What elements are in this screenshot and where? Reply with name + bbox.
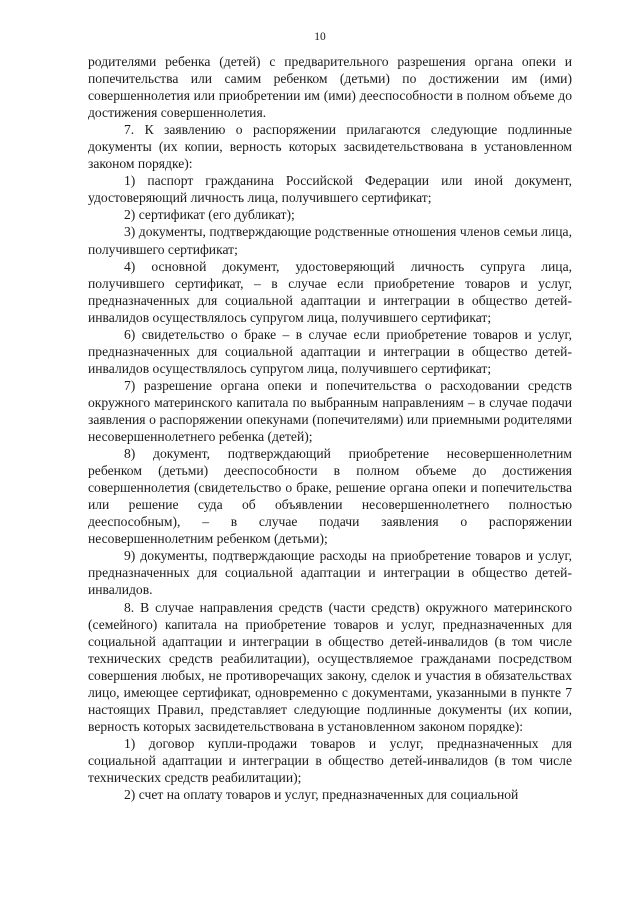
list-item-invoice: 2) счет на оплату товаров и услуг, предназначенных для социальной xyxy=(124,787,519,803)
section-7-intro: 7. К заявлению о распоряжении прилагаются следующие подлинные документы (их копии, верность которых засвидетельствована в установленном законом порядке): xyxy=(88,122,572,172)
paragraph-continuation: родителями ребенка (детей) с предварительного разрешения органа опеки и попечительства или самим ребенком (детьми) по достижении им (ими) совершеннолетия или приобретении им (ими) дееспособности в полном объеме до достижения совершеннолетия. xyxy=(88,54,572,121)
page-number: 10 xyxy=(314,31,326,43)
list-item-purchase-contract: 1) договор купли-продажи товаров и услуг, предназначенных для социальной адаптации и интеграции в общество детей-инвалидов (в том числе технических средств реабилитации); xyxy=(88,735,572,785)
list-item-expense-documents: 9) документы, подтверждающие расходы на приобретение товаров и услуг, предназначенных для социальной адаптации и интеграции в общество детей-инвалидов. xyxy=(88,548,572,598)
list-item-passport: 1) паспорт гражданина Российской Федерации или иной документ, удостоверяющий личность лица, получившего сертификат; xyxy=(88,173,572,206)
list-item-certificate: 2) сертификат (его дубликат); xyxy=(124,207,295,223)
list-item-kinship-documents: 3) документы, подтверждающие родственные отношения членов семьи лица, получившего сертификат; xyxy=(88,224,572,257)
list-item-guardianship-permission: 7) разрешение органа опеки и попечительства о расходовании средств окружного материнского капитала по выбранным направлениям – в случае подачи заявления о распоряжении опекунами (попечителями) или приемными родителями несовершеннолетнего ребенка (детей); xyxy=(88,377,572,445)
list-item-marriage-certificate: 6) свидетельство о браке – в случае если приобретение товаров и услуг, предназначенных для социальной адаптации и интеграции в общество детей-инвалидов осуществлялось супругом лица, получившего сертификат; xyxy=(88,326,572,376)
list-item-spouse-id: 4) основной документ, удостоверяющий личность супруга лица, получившего сертификат, – в случае если приобретение товаров и услуг, предназначенных для социальной адаптации и интеграции в общество детей-инвалидов осуществлялось супругом лица, получившего сертификат; xyxy=(88,258,572,325)
document-body xyxy=(88,53,572,803)
list-item-capacity-document: 8) документ, подтверждающий приобретение несовершеннолетним ребенком (детьми) дееспособности в полном объеме до достижения совершеннолетия (свидетельство о браке, решение органа опеки и попечительства или решение суда об объявлении несовершеннолетнего полностью дееспособным), – в случае подачи заявления о распоряжении несовершеннолетним ребенком (детьми); xyxy=(88,446,572,547)
section-8-intro: 8. В случае направления средств (части средств) окружного материнского (семейного) капитала на приобретение товаров и услуг, предназначенных для социальной адаптации и интеграции в общество детей-инвалидов (в том числе технических средств реабилитации), осуществляемое гражданами посредством совершения любых, не противоречащих закону, сделок и участия в обязательствах лицо, имеющее сертификат, одновременно с документами, указанными в пункте 7 настоящих Правил, представляет следующие подлинные документы (их копии, верность которых засвидетельствована в установленном законом порядке): xyxy=(88,599,572,734)
